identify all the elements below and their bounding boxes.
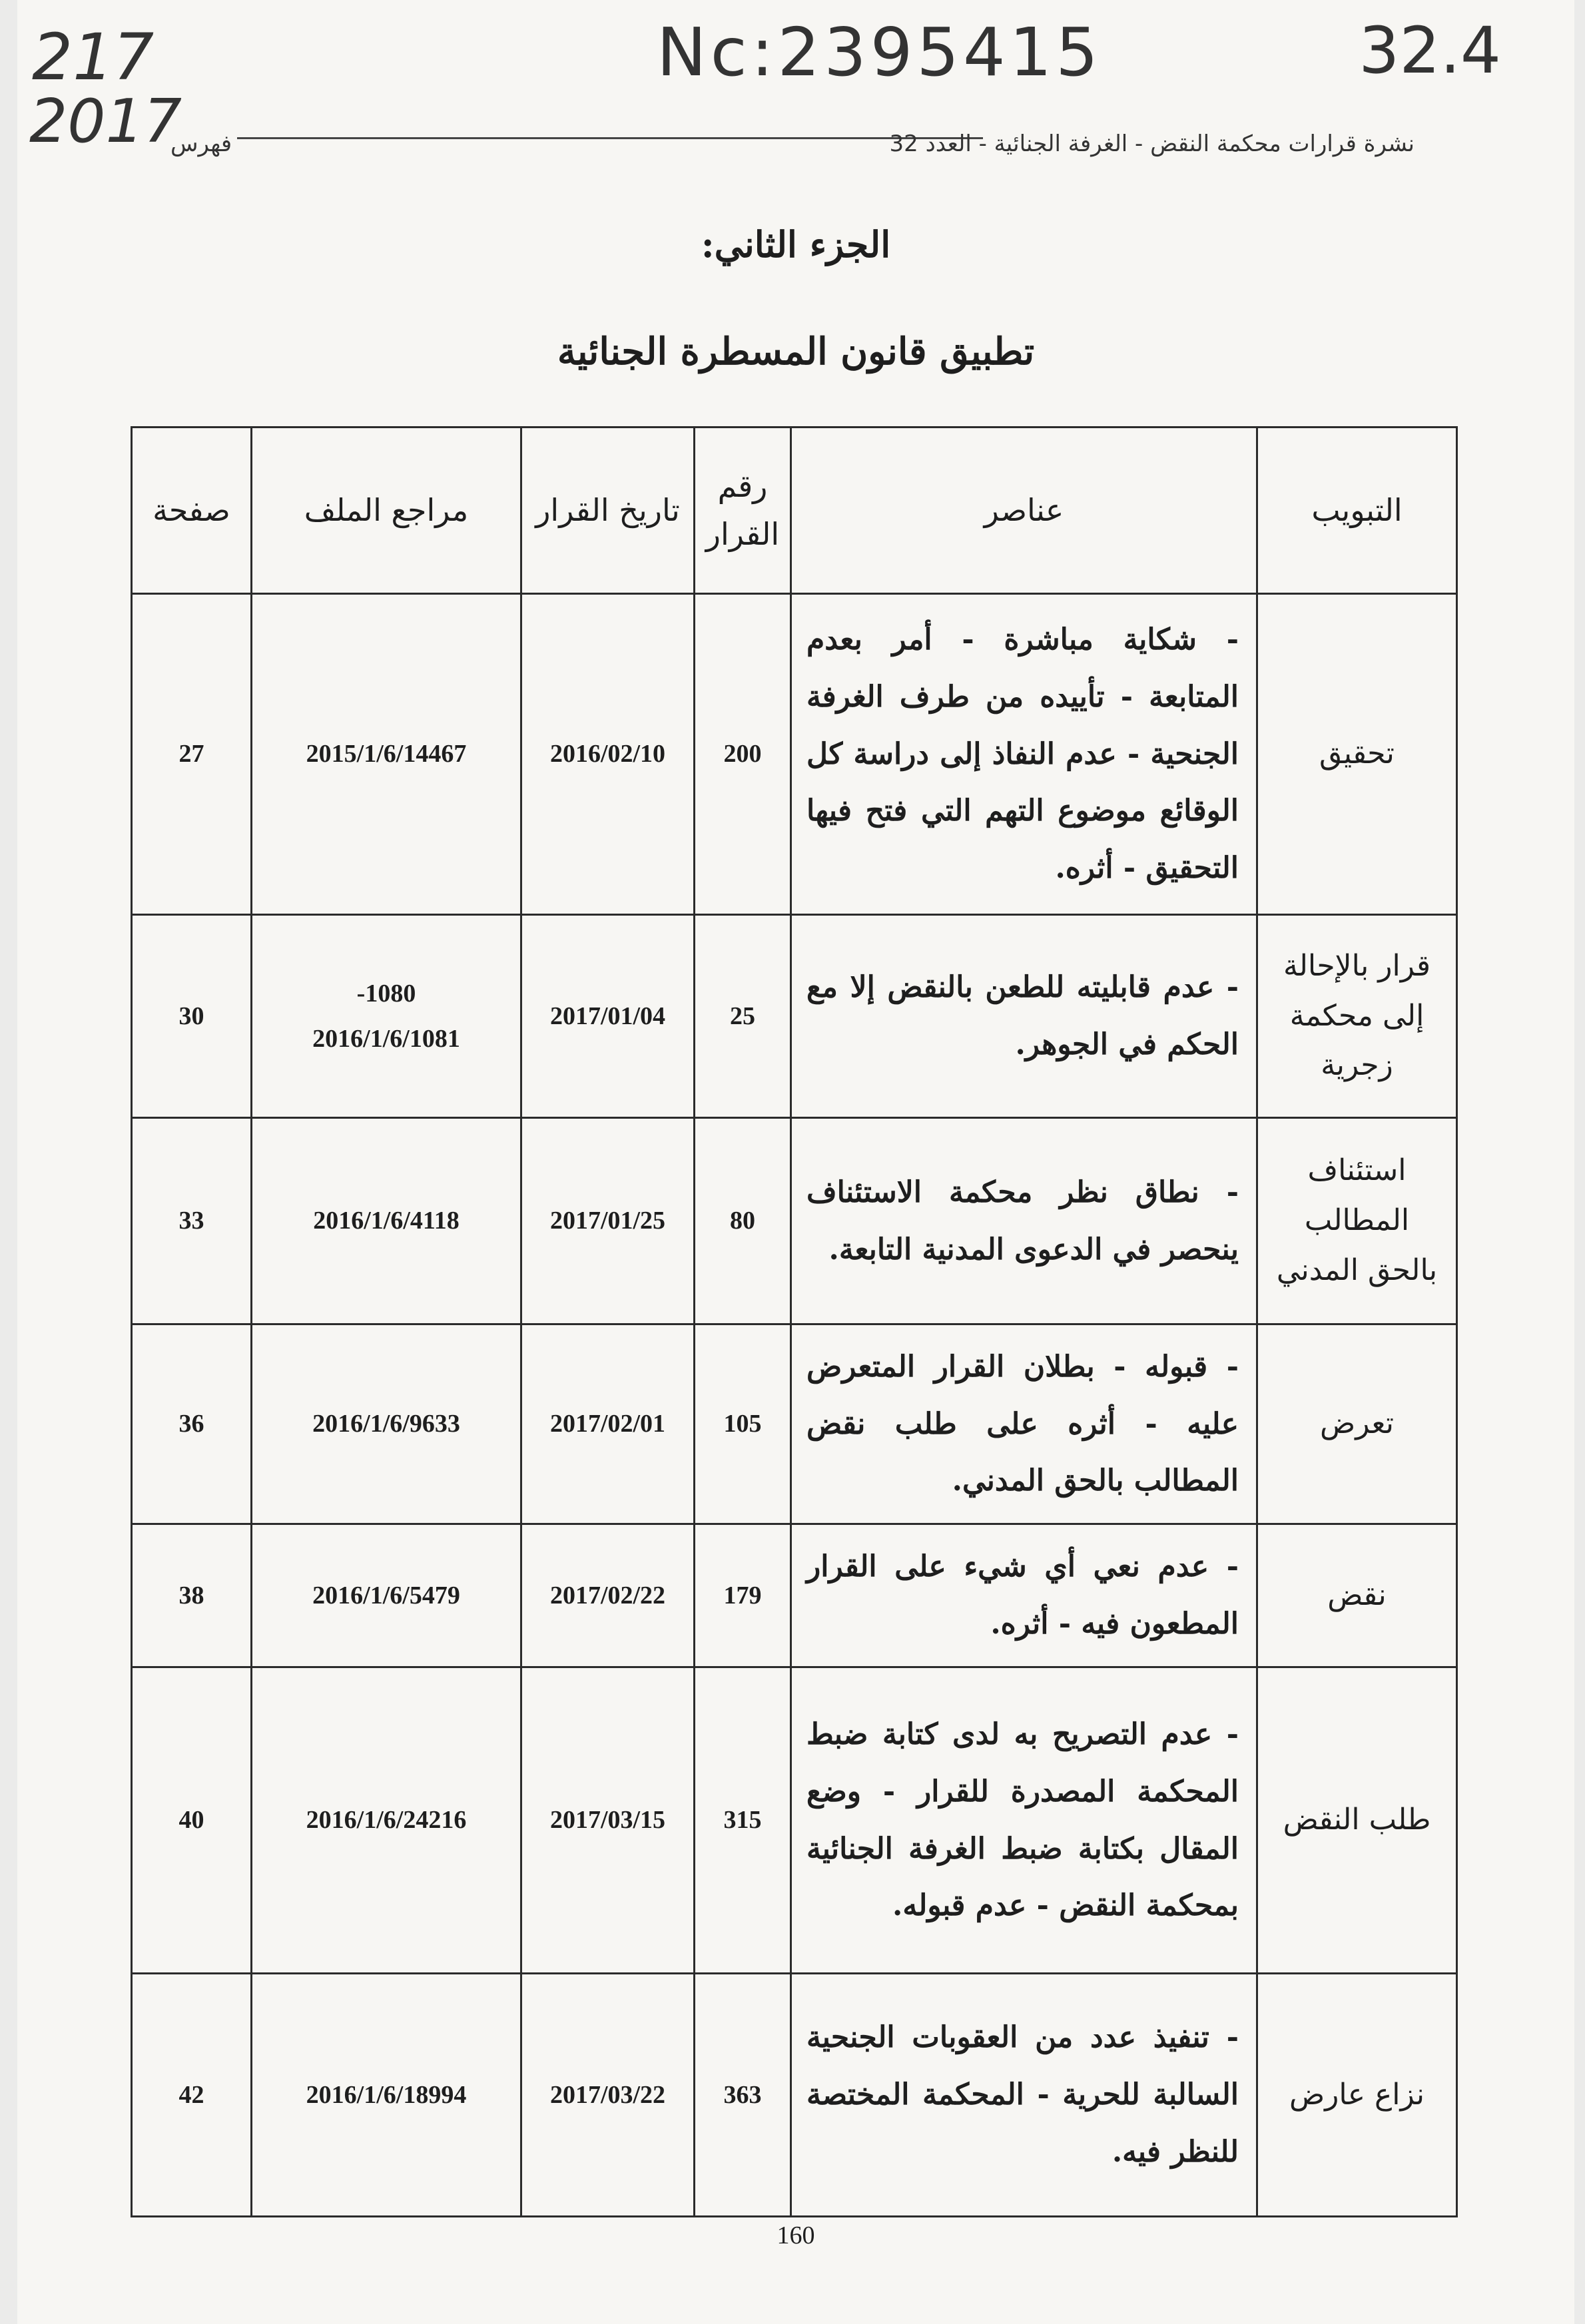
- cell-elements: - عدم نعي أي شيء على القرار المطعون فيه - أثره.: [791, 1524, 1257, 1667]
- header-file-refs: مراجع الملف: [252, 428, 521, 594]
- table-row: [132, 1524, 1457, 1667]
- file-ref-line: 2016/1/6/24216: [306, 1806, 467, 1835]
- cell-page: 27: [132, 594, 252, 915]
- cell-decision-date: 2017/02/01: [521, 1324, 695, 1524]
- file-ref-line: 2015/1/6/14467: [306, 740, 467, 768]
- cell-file-refs: [252, 1974, 521, 2217]
- cell-decision-number: 25: [695, 915, 791, 1118]
- cell-decision-number: 363: [695, 1974, 791, 2217]
- page-number: 160: [777, 2221, 815, 2249]
- cell-decision-number: 105: [695, 1324, 791, 1524]
- table-row: [132, 915, 1457, 1118]
- cell-file-refs: [252, 1118, 521, 1324]
- handwritten-note-left-top: 217: [32, 20, 155, 95]
- header-rule: [237, 137, 983, 139]
- table-row: [132, 1324, 1457, 1524]
- cell-decision-date: 2017/02/22: [521, 1524, 695, 1667]
- cell-decision-date: 2017/01/25: [521, 1118, 695, 1324]
- file-ref-line: 2016/1/6/5479: [312, 1581, 460, 1609]
- cell-category: طلب النقض: [1257, 1667, 1457, 1974]
- cell-elements: - نطاق نظر محكمة الاستئناف ينحصر في الدعوى المدنية التابعة.: [791, 1118, 1257, 1324]
- header-elements: عناصر: [791, 428, 1257, 594]
- cell-category: استئناف المطالب بالحق المدني: [1257, 1118, 1457, 1324]
- file-ref-line: 2016/1/6/18994: [306, 2080, 467, 2109]
- cell-category: تحقيق: [1257, 594, 1457, 915]
- cell-page: 40: [132, 1667, 252, 1974]
- cell-file-refs: [252, 1324, 521, 1524]
- cell-page: 42: [132, 1974, 252, 2217]
- cell-page: 36: [132, 1324, 252, 1524]
- cell-elements: - عدم قابليته للطعن بالنقض إلا مع الحكم في الجوهر.: [791, 915, 1257, 1118]
- table-row: [132, 1118, 1457, 1324]
- file-ref-line: 1080-: [356, 979, 416, 1008]
- cell-decision-date: 2017/03/15: [521, 1667, 695, 1974]
- cell-file-refs: [252, 594, 521, 915]
- table-row: [132, 594, 1457, 915]
- cell-category: نزاع عارض: [1257, 1974, 1457, 2217]
- running-header-index: فهرس: [170, 131, 232, 157]
- header-category: التبويب: [1257, 428, 1457, 594]
- handwritten-note-left-bottom: 2017: [29, 87, 182, 156]
- cell-decision-number: 315: [695, 1667, 791, 1974]
- header-page: صفحة: [132, 428, 252, 594]
- table-row: [132, 1974, 1457, 2217]
- cell-page: 30: [132, 915, 252, 1118]
- cell-decision-number: 200: [695, 594, 791, 915]
- cell-decision-number: 179: [695, 1524, 791, 1667]
- file-ref-line: 2016/1/6/4118: [313, 1207, 460, 1235]
- document-page: [17, 0, 1574, 2324]
- part-title: الجزء الثاني:: [701, 223, 891, 266]
- cell-elements: - شكاية مباشرة - أمر بعدم المتابعة - تأييده من طرف الغرفة الجنحية - عدم النفاذ إلى دراسة كل الوقائع موضوع التهم التي فتح فيها التحقيق - أثره.: [791, 594, 1257, 915]
- header-decision-date: تاريخ القرار: [521, 428, 695, 594]
- cell-category: قرار بالإحالة إلى محكمة زجرية: [1257, 915, 1457, 1118]
- table-header-row: [132, 428, 1457, 594]
- cell-decision-date: 2017/03/22: [521, 1974, 695, 2217]
- index-table: [131, 426, 1458, 2217]
- file-ref-line: 2016/1/6/9633: [312, 1410, 460, 1438]
- table-row: [132, 1667, 1457, 1974]
- cell-category: نقض: [1257, 1524, 1457, 1667]
- running-header-title: نشرة قرارات محكمة النقض - الغرفة الجنائية - العدد 32: [889, 131, 1415, 157]
- cell-file-refs: [252, 1524, 521, 1667]
- cell-elements: - تنفيذ عدد من العقوبات الجنحية السالبة للحرية - المحكمة المختصة للنظر فيه.: [791, 1974, 1257, 2217]
- handwritten-note-right: 32.4: [1359, 13, 1501, 88]
- cell-file-refs: [252, 915, 521, 1118]
- cell-decision-date: 2017/01/04: [521, 915, 695, 1118]
- header-decision-number: رقم القرار: [695, 428, 791, 594]
- handwritten-reference-number: Nc:2395415: [657, 13, 1102, 91]
- cell-file-refs: [252, 1667, 521, 1974]
- cell-page: 33: [132, 1118, 252, 1324]
- file-ref-line-2: 2016/1/6/1081: [312, 1025, 460, 1053]
- cell-elements: - قبوله - بطلان القرار المتعرض عليه - أثره على طلب نقض المطالب بالحق المدني.: [791, 1324, 1257, 1524]
- cell-category: تعرض: [1257, 1324, 1457, 1524]
- cell-decision-number: 80: [695, 1118, 791, 1324]
- cell-decision-date: 2016/02/10: [521, 594, 695, 915]
- section-title: تطبيق قانون المسطرة الجنائية: [557, 330, 1035, 374]
- cell-elements: - عدم التصريح به لدى كتابة ضبط المحكمة المصدرة للقرار - وضع المقال بكتابة ضبط الغرفة الجنائية بمحكمة النقض - عدم قبوله.: [791, 1667, 1257, 1974]
- cell-page: 38: [132, 1524, 252, 1667]
